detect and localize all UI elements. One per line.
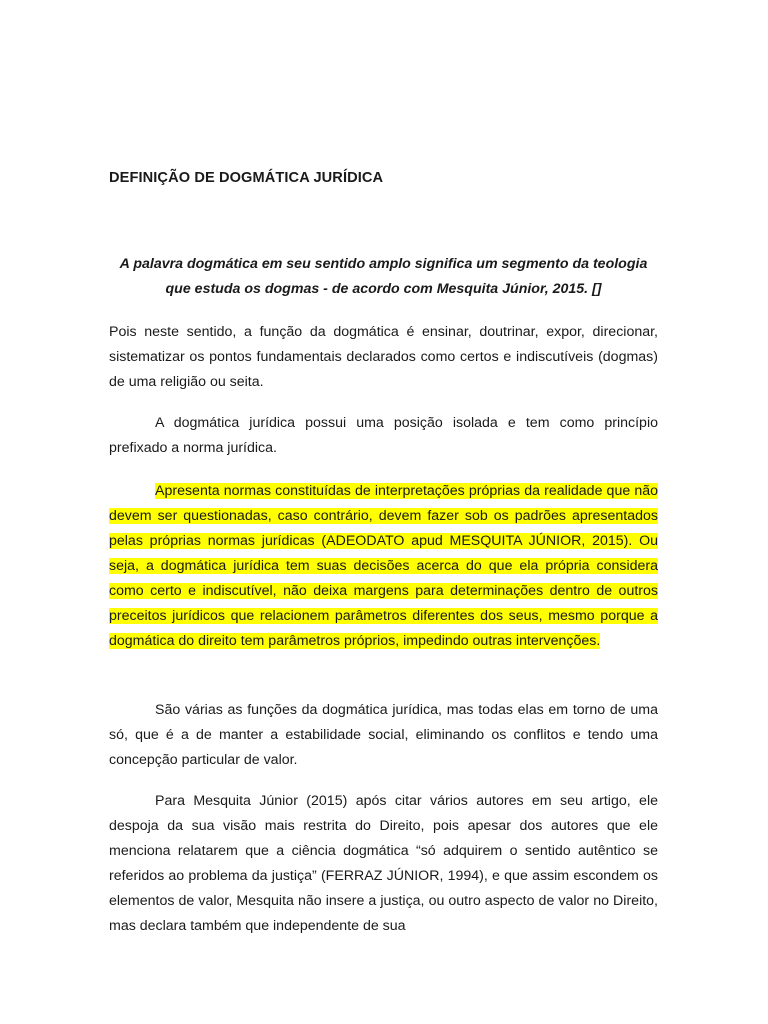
paragraph-highlighted xyxy=(109,479,658,654)
epigraph-quote: A palavra dogmática em seu sentido amplo significa um segmento da teologia que estuda os dogmas - de acordo com Mesquita Júnior, 2015. [] xyxy=(119,256,648,297)
paragraph-functions: São várias as funções da dogmática jurídica, mas todas elas em torno de uma só, que é a de manter a estabilidade social, eliminando os conflitos e tendo uma concepção particular de valor. xyxy=(109,702,658,768)
paragraph-isolated-position: A dogmática jurídica possui uma posição isolada e tem como princípio prefixado a norma jurídica. xyxy=(109,415,658,456)
paragraph-dogmatica-function: Pois neste sentido, a função da dogmática é ensinar, doutrinar, expor, direcionar, sistematizar os pontos fundamentais declarados como certos e indiscutíveis (dogmas) de uma religião ou seita. xyxy=(109,324,658,390)
highlighted-text: Apresenta normas constituídas de interpretações próprias da realidade que não devem ser questionadas, caso contrário, devem fazer sob os padrões apresentados pelas próprias normas jurídicas (ADEODATO apud MESQUITA JÚNIOR, 2015). Ou seja, a dogmática jurídica tem suas decisões acerca do que ela própria considera como certo e indiscutível, não deixa margens para determinações dentro de outros preceitos jurídicos que relacionem parâmetros diferentes dos seus, mesmo porque a dogmática do direito tem parâmetros próprios, impedindo outras intervenções. xyxy=(109,483,658,649)
document-heading: DEFINIÇÃO DE DOGMÁTICA JURÍDICA xyxy=(109,170,384,186)
paragraph-mesquita: Para Mesquita Júnior (2015) após citar vários autores em seu artigo, ele despoja da sua visão mais restrita do Direito, pois apesar dos autores que ele menciona relatarem que a ciência dogmática “só adquirem o sentido autêntico se referidos ao problema da justiça” (FERRAZ JÚNIOR, 1994), e que assim escondem os elementos de valor, Mesquita não insere a justiça, ou outro aspecto de valor no Direito, mas declara também que independente de sua xyxy=(109,793,658,934)
